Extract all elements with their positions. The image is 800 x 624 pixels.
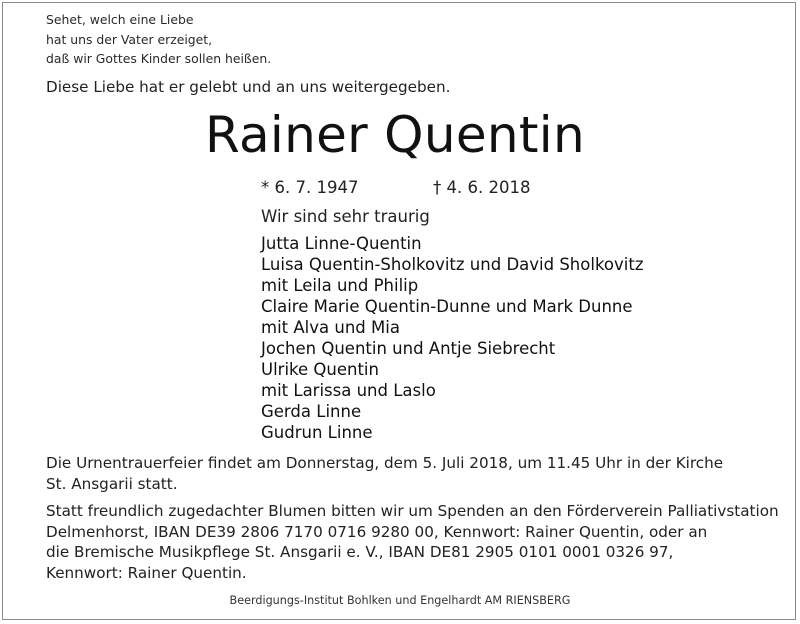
donation-line: Statt freundlich zugedachter Blumen bitten wir um Spenden an den Förderverein Palliativstation xyxy=(46,502,779,520)
mourner-line: mit Larissa und Laslo xyxy=(261,381,436,400)
mourner-line: mit Alva und Mia xyxy=(261,318,400,337)
mourner-line: Luisa Quentin-Sholkovitz und David Sholkovitz xyxy=(261,255,644,274)
mourning-intro: Wir sind sehr traurig xyxy=(261,207,430,226)
donation-paragraph xyxy=(46,501,779,583)
bible-verse xyxy=(46,10,271,69)
ceremony-paragraph xyxy=(46,453,758,494)
ceremony-line: Die Urnentrauerfeier findet am Donnerstag, dem 5. Juli 2018, um 11.45 Uhr in der Kirche xyxy=(46,454,724,472)
verse-line: Sehet, welch eine Liebe xyxy=(46,12,194,27)
funeral-home-footer: Beerdigungs-Institut Bohlken und Engelhardt AM RIENSBERG xyxy=(229,594,571,607)
motto-line: Diese Liebe hat er gelebt und an uns weitergegeben. xyxy=(46,78,451,96)
mourner-line: Claire Marie Quentin-Dunne und Mark Dunne xyxy=(261,297,633,316)
mourner-line: Gerda Linne xyxy=(261,402,362,421)
mourner-line: Ulrike Quentin xyxy=(261,360,379,379)
donation-line: Delmenhorst, IBAN DE39 2806 7170 0716 9280 00, Kennwort: Rainer Quentin, oder an xyxy=(46,522,708,541)
mourner-list xyxy=(261,233,643,443)
donation-line: die Bremische Musikpflege St. Ansgarii e. V., IBAN DE81 2905 0101 0001 0326 97, xyxy=(46,543,674,561)
death-date: † 4. 6. 2018 xyxy=(433,178,531,197)
ceremony-line: St. Ansgarii statt. xyxy=(46,474,178,493)
mourner-line: Jochen Quentin und Antje Siebrecht xyxy=(261,339,556,358)
birth-date: * 6. 7. 1947 xyxy=(261,178,359,197)
mourner-line: Gudrun Linne xyxy=(261,423,373,442)
verse-line: daß wir Gottes Kinder sollen heißen. xyxy=(46,51,272,66)
donation-line: Kennwort: Rainer Quentin. xyxy=(46,563,247,582)
mourner-line: Jutta Linne-Quentin xyxy=(261,234,422,253)
verse-line: hat uns der Vater erzeiget, xyxy=(46,31,213,47)
mourner-line: mit Leila und Philip xyxy=(261,276,419,295)
deceased-name: Rainer Quentin xyxy=(205,106,585,164)
